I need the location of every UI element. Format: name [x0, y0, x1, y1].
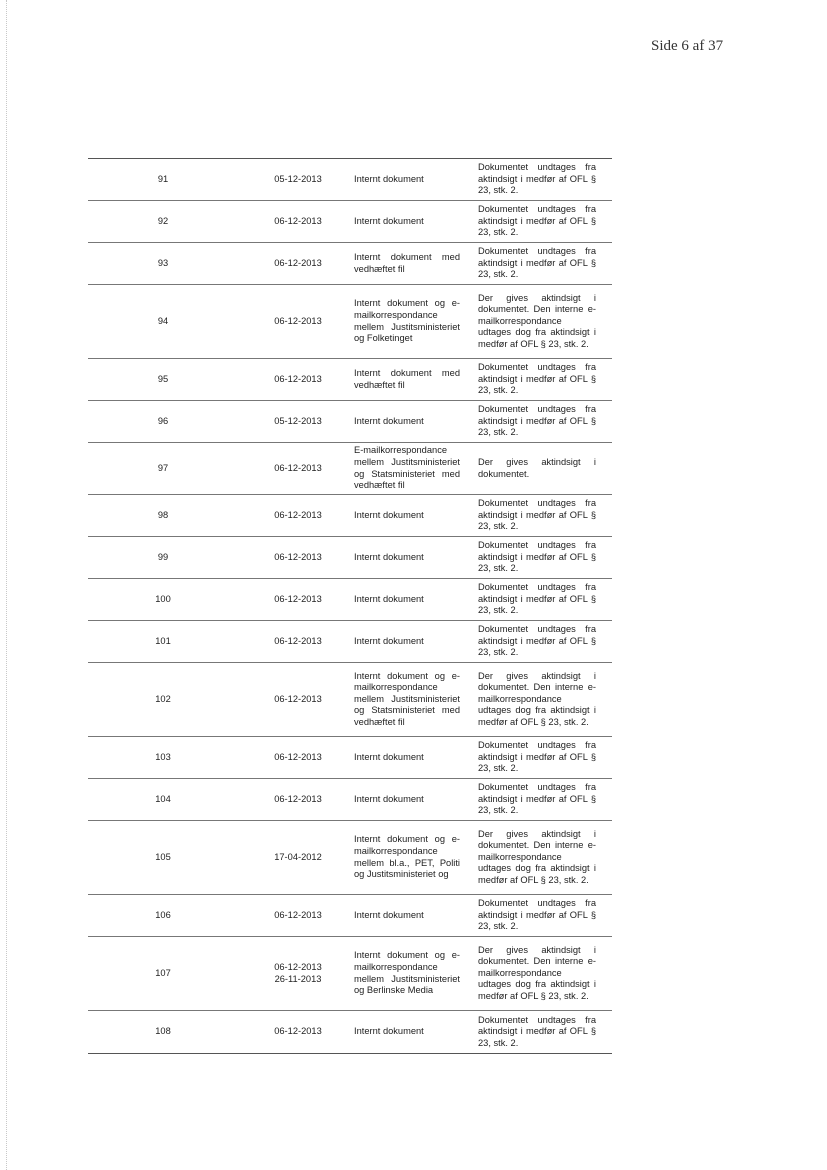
- doc-description: Internt dokument: [354, 593, 424, 604]
- doc-description: E-mailkorrespondance mellem Justitsministeriet og Statsministeriet med vedhæftet fil: [354, 445, 460, 491]
- doc-description: Internt dokument: [354, 415, 424, 426]
- doc-access-decision: Dokumentet undtages fra aktindsigt i medfør af OFL § 23, stk. 2.: [478, 540, 596, 574]
- doc-number: 103: [155, 751, 171, 762]
- table-row: [88, 537, 612, 579]
- table-row: [88, 937, 612, 1011]
- table-row: [88, 663, 612, 737]
- doc-date-primary: 06-12-2013: [274, 751, 322, 762]
- doc-description: Internt dokument og e-mailkorrespondance mellem bl.a., PET, Politi og Justitsministeriet og: [354, 834, 460, 880]
- doc-access-decision: Dokumentet undtages fra aktindsigt i medfør af OFL § 23, stk. 2.: [478, 624, 596, 658]
- doc-description: Internt dokument: [354, 751, 424, 762]
- table-row: [88, 285, 612, 359]
- doc-date: [238, 552, 338, 564]
- doc-number: 96: [157, 415, 169, 426]
- table-row: [88, 243, 612, 285]
- doc-date: [238, 636, 338, 648]
- doc-date: [238, 374, 338, 386]
- doc-access-decision: Dokumentet undtages fra aktindsigt i medfør af OFL § 23, stk. 2.: [478, 582, 596, 616]
- doc-date-primary: 06-12-2013: [274, 793, 322, 804]
- doc-access-decision: Der gives aktindsigt i dokumentet. Den interne e-mailkorrespondance udtages dog fra aktindsigt i medfør af OFL § 23, stk. 2.: [478, 944, 596, 1001]
- doc-date: [238, 216, 338, 228]
- document-list-table: [88, 158, 612, 1054]
- table-row: [88, 621, 612, 663]
- doc-date: [238, 258, 338, 270]
- doc-access-decision: Dokumentet undtages fra aktindsigt i medfør af OFL § 23, stk. 2.: [478, 204, 596, 238]
- doc-description: Internt dokument og e-mailkorrespondance mellem Justitsministeriet og Folketinget: [354, 298, 460, 344]
- doc-date: [238, 174, 338, 186]
- doc-description: Internt dokument og e-mailkorrespondance mellem Justitsministeriet og Statsministeriet med vedhæftet fil: [354, 670, 460, 727]
- doc-date-primary: 06-12-2013: [274, 257, 322, 268]
- doc-date: [238, 463, 338, 475]
- doc-date: [238, 416, 338, 428]
- doc-number: 93: [157, 257, 169, 268]
- doc-date-primary: 05-12-2013: [274, 415, 322, 426]
- doc-date-primary: 06-12-2013: [274, 373, 322, 384]
- doc-access-decision: Dokumentet undtages fra aktindsigt i medfør af OFL § 23, stk. 2.: [478, 1014, 596, 1048]
- table-row: [88, 443, 612, 495]
- doc-description: Internt dokument: [354, 215, 424, 226]
- table-row: [88, 401, 612, 443]
- doc-date: [238, 510, 338, 522]
- doc-date-primary: 06-12-2013: [274, 909, 322, 920]
- doc-date-primary: 06-12-2013: [274, 693, 322, 704]
- doc-date-primary: 06-12-2013: [274, 551, 322, 562]
- doc-date: [238, 962, 338, 985]
- doc-access-decision: Der gives aktindsigt i dokumentet. Den interne e-mailkorrespondance udtages dog fra aktindsigt i medfør af OFL § 23, stk. 2.: [478, 670, 596, 727]
- doc-number: 106: [155, 909, 171, 920]
- doc-date-secondary: 26-11-2013: [274, 973, 322, 984]
- doc-date-primary: 06-12-2013: [274, 961, 322, 972]
- doc-date-primary: 06-12-2013: [274, 635, 322, 646]
- doc-date-primary: 17-04-2012: [274, 851, 322, 862]
- table-row: [88, 1011, 612, 1053]
- doc-date-primary: 05-12-2013: [274, 173, 322, 184]
- doc-description: Internt dokument: [354, 551, 424, 562]
- doc-number: 107: [155, 967, 171, 978]
- doc-access-decision: Dokumentet undtages fra aktindsigt i medfør af OFL § 23, stk. 2.: [478, 404, 596, 438]
- doc-number: 92: [157, 215, 169, 226]
- doc-date: [238, 1026, 338, 1038]
- table-row: [88, 201, 612, 243]
- doc-number: 101: [155, 635, 171, 646]
- doc-access-decision: Dokumentet undtages fra aktindsigt i medfør af OFL § 23, stk. 2.: [478, 162, 596, 196]
- doc-description: Internt dokument og e-mailkorrespondance mellem Justitsministeriet og Berlinske Media: [354, 950, 460, 996]
- doc-access-decision: Der gives aktindsigt i dokumentet. Den interne e-mailkorrespondance udtages dog fra aktindsigt i medfør af OFL § 23, stk. 2.: [478, 292, 596, 349]
- doc-date: [238, 910, 338, 922]
- doc-number: 108: [155, 1026, 171, 1037]
- doc-date-primary: 06-12-2013: [274, 509, 322, 520]
- doc-access-decision: Dokumentet undtages fra aktindsigt i medfør af OFL § 23, stk. 2.: [478, 246, 596, 280]
- doc-date: [238, 794, 338, 806]
- doc-access-decision: Dokumentet undtages fra aktindsigt i medfør af OFL § 23, stk. 2.: [478, 498, 596, 532]
- doc-number: 105: [155, 851, 171, 862]
- table-row: [88, 159, 612, 201]
- doc-date-primary: 06-12-2013: [274, 1026, 322, 1037]
- table-row: [88, 895, 612, 937]
- doc-date-primary: 06-12-2013: [274, 593, 322, 604]
- table-row: [88, 737, 612, 779]
- doc-description: Internt dokument med vedhæftet fil: [354, 367, 460, 390]
- doc-access-decision: Dokumentet undtages fra aktindsigt i medfør af OFL § 23, stk. 2.: [478, 362, 596, 396]
- table-row: [88, 359, 612, 401]
- table-row: [88, 821, 612, 895]
- doc-date-primary: 06-12-2013: [274, 215, 322, 226]
- doc-access-decision: Dokumentet undtages fra aktindsigt i medfør af OFL § 23, stk. 2.: [478, 898, 596, 932]
- doc-date: [238, 694, 338, 706]
- doc-access-decision: Der gives aktindsigt i dokumentet.: [478, 456, 596, 479]
- doc-number: 95: [157, 373, 169, 384]
- doc-date: [238, 594, 338, 606]
- doc-access-decision: Dokumentet undtages fra aktindsigt i medfør af OFL § 23, stk. 2.: [478, 740, 596, 774]
- doc-date: [238, 752, 338, 764]
- doc-date-primary: 06-12-2013: [274, 462, 322, 473]
- doc-number: 99: [157, 551, 169, 562]
- doc-number: 98: [157, 509, 169, 520]
- doc-date: [238, 852, 338, 864]
- doc-number: 100: [155, 593, 171, 604]
- page-number: Side 6 af 37: [651, 38, 724, 54]
- doc-description: Internt dokument: [354, 793, 424, 804]
- doc-number: 94: [157, 315, 169, 326]
- table-row: [88, 495, 612, 537]
- doc-description: Internt dokument: [354, 635, 424, 646]
- page-margin-rule: [6, 0, 7, 1170]
- doc-number: 97: [157, 462, 169, 473]
- doc-access-decision: Der gives aktindsigt i dokumentet. Den interne e-mailkorrespondance udtages dog fra aktindsigt i medfør af OFL § 23, stk. 2.: [478, 828, 596, 885]
- doc-description: Internt dokument: [354, 1026, 424, 1037]
- table-row: [88, 579, 612, 621]
- doc-description: Internt dokument med vedhæftet fil: [354, 251, 460, 274]
- doc-number: 91: [157, 173, 169, 184]
- doc-date: [238, 316, 338, 328]
- doc-date-primary: 06-12-2013: [274, 315, 322, 326]
- doc-number: 104: [155, 793, 171, 804]
- doc-access-decision: Dokumentet undtages fra aktindsigt i medfør af OFL § 23, stk. 2.: [478, 782, 596, 816]
- doc-number: 102: [155, 693, 171, 704]
- doc-description: Internt dokument: [354, 173, 424, 184]
- doc-description: Internt dokument: [354, 909, 424, 920]
- doc-description: Internt dokument: [354, 509, 424, 520]
- table-row: [88, 779, 612, 821]
